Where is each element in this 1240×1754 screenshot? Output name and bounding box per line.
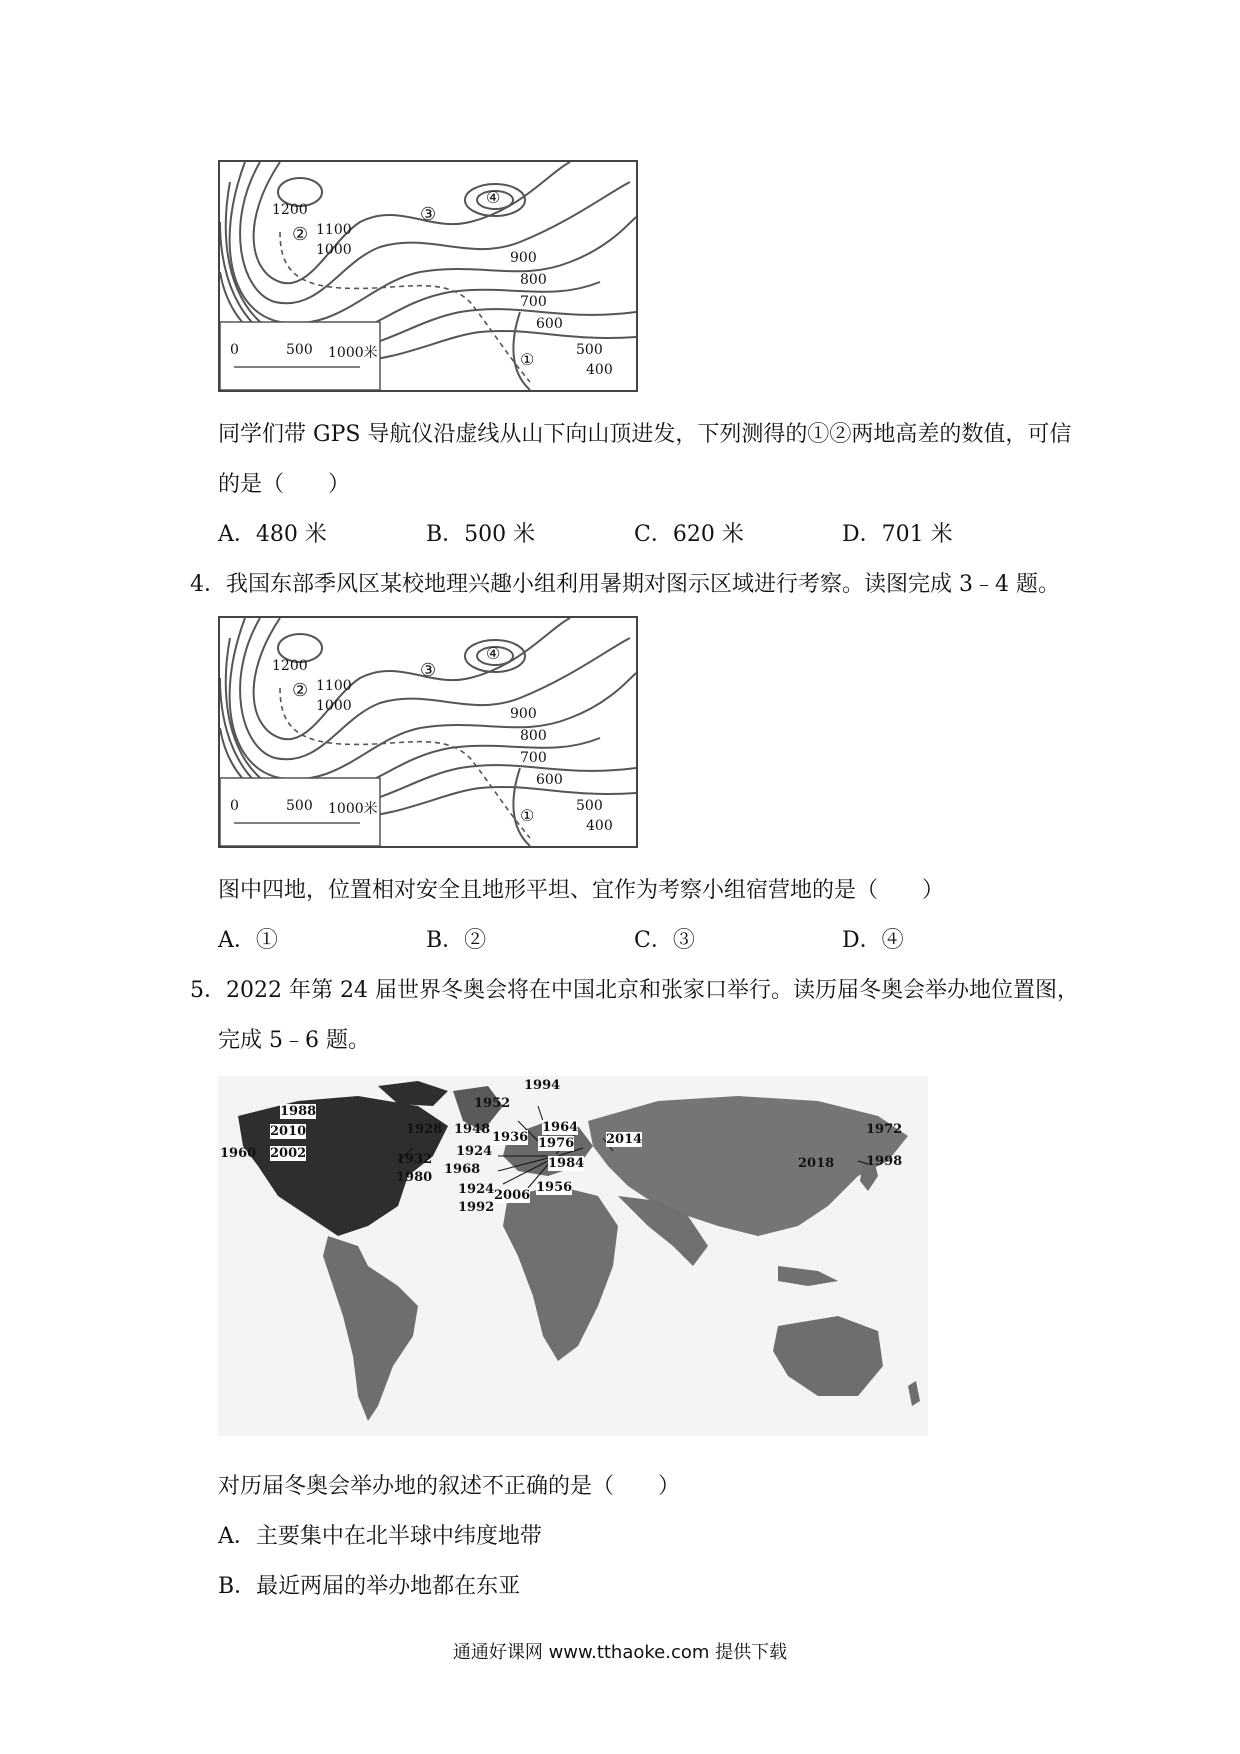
- contour-label-800: 800: [520, 728, 547, 744]
- contour-label-700: 700: [520, 750, 547, 766]
- q4-stem: 图中四地，位置相对安全且地形平坦、宜作为考察小组宿营地的是（ ）: [218, 878, 945, 903]
- world-map: [218, 1076, 928, 1436]
- contour-map-svg: [220, 618, 636, 846]
- map-year-label: 2002: [270, 1146, 307, 1161]
- scale-end: 1000米: [328, 345, 378, 361]
- contour-label-1200: 1200: [272, 202, 308, 218]
- point-label-3: ③: [420, 204, 437, 225]
- q3-stem-line2: 的是（ ）: [218, 472, 351, 497]
- map-year-label: 1952: [474, 1096, 511, 1111]
- map-year-label: 1988: [280, 1104, 317, 1119]
- map-year-label: 1976: [538, 1136, 575, 1151]
- contour-label-1000: 1000: [316, 698, 352, 714]
- q3-option-c[interactable]: C．620 米: [634, 522, 744, 547]
- map-year-label: 1980: [396, 1170, 433, 1185]
- map-year-label: 1998: [866, 1154, 903, 1169]
- q4-intro: 4．我国东部季风区某校地理兴趣小组利用暑期对图示区域进行考察。读图完成 3﹣4 题。: [190, 572, 1060, 597]
- contour-label-500: 500: [576, 342, 603, 358]
- q4-option-b[interactable]: B．②: [426, 928, 487, 953]
- contour-label-400: 400: [586, 818, 613, 834]
- q3-option-d[interactable]: D．701 米: [842, 522, 953, 547]
- map-year-label: 2018: [798, 1156, 835, 1171]
- map-year-label: 1924: [456, 1144, 493, 1159]
- scale-zero: 0: [230, 798, 239, 814]
- contour-label-800: 800: [520, 272, 547, 288]
- map-year-label: 1968: [444, 1162, 481, 1177]
- map-year-label: 2014: [606, 1132, 643, 1147]
- contour-label-1200: 1200: [272, 658, 308, 674]
- q5-stem: 对历届冬奥会举办地的叙述不正确的是（ ）: [218, 1474, 681, 1499]
- point-label-4: ④: [486, 188, 501, 207]
- contour-label-1000: 1000: [316, 242, 352, 258]
- point-label-2: ②: [292, 680, 309, 701]
- scale-end: 1000米: [328, 801, 378, 817]
- q3-stem-line1: 同学们带 GPS 导航仪沿虚线从山下向山顶进发，下列测得的①②两地高差的数值，可信: [218, 422, 1072, 447]
- q3-option-a[interactable]: A．480 米: [218, 522, 327, 547]
- map-year-label: 1984: [548, 1156, 585, 1171]
- contour-label-400: 400: [586, 362, 613, 378]
- contour-label-900: 900: [510, 706, 537, 722]
- q5-intro-line2: 完成 5﹣6 题。: [218, 1028, 370, 1053]
- q4-option-a[interactable]: A．①: [218, 928, 278, 953]
- map-year-label: 1994: [524, 1078, 561, 1093]
- point-label-2: ②: [292, 224, 309, 245]
- map-year-label: 1928: [406, 1122, 443, 1137]
- contour-label-900: 900: [510, 250, 537, 266]
- contour-map-svg: [220, 162, 636, 390]
- point-label-1: ①: [520, 806, 535, 825]
- contour-label-700: 700: [520, 294, 547, 310]
- contour-label-1100: 1100: [316, 222, 352, 238]
- map-year-label: 1956: [536, 1180, 573, 1195]
- page-footer: 通通好课网 www.tthaoke.com 提供下载: [452, 1642, 788, 1663]
- q5-option-a[interactable]: A．主要集中在北半球中纬度地带: [218, 1524, 542, 1549]
- map-year-label: 2010: [270, 1124, 307, 1139]
- point-label-4: ④: [486, 644, 501, 663]
- map-year-label: 1932: [396, 1152, 433, 1167]
- map-year-label: 2006: [494, 1188, 531, 1203]
- map-year-label: 1936: [492, 1130, 529, 1145]
- contour-label-1100: 1100: [316, 678, 352, 694]
- map-year-label: 1964: [542, 1120, 579, 1135]
- contour-label-500: 500: [576, 798, 603, 814]
- contour-label-600: 600: [536, 772, 563, 788]
- scale-mid: 500: [286, 342, 313, 358]
- map-year-label: 1948: [454, 1122, 491, 1137]
- contour-label-600: 600: [536, 316, 563, 332]
- q5-intro-line1: 5．2022 年第 24 届世界冬奥会将在中国北京和张家口举行。读历届冬奥会举办地位置图，: [190, 978, 1079, 1003]
- map-year-label: 1924: [458, 1182, 495, 1197]
- point-label-1: ①: [520, 350, 535, 369]
- scale-mid: 500: [286, 798, 313, 814]
- scale-zero: 0: [230, 342, 239, 358]
- q5-option-b[interactable]: B．最近两届的举办地都在东亚: [218, 1574, 521, 1599]
- contour-map-2: [218, 616, 638, 848]
- point-label-3: ③: [420, 660, 437, 681]
- q3-option-b[interactable]: B．500 米: [426, 522, 536, 547]
- map-year-label: 1992: [458, 1200, 495, 1215]
- q4-option-c[interactable]: C．③: [634, 928, 695, 953]
- q4-option-d[interactable]: D．④: [842, 928, 904, 953]
- contour-map-1: [218, 160, 638, 392]
- map-year-label: 1960: [220, 1146, 257, 1161]
- map-year-label: 1972: [866, 1122, 903, 1137]
